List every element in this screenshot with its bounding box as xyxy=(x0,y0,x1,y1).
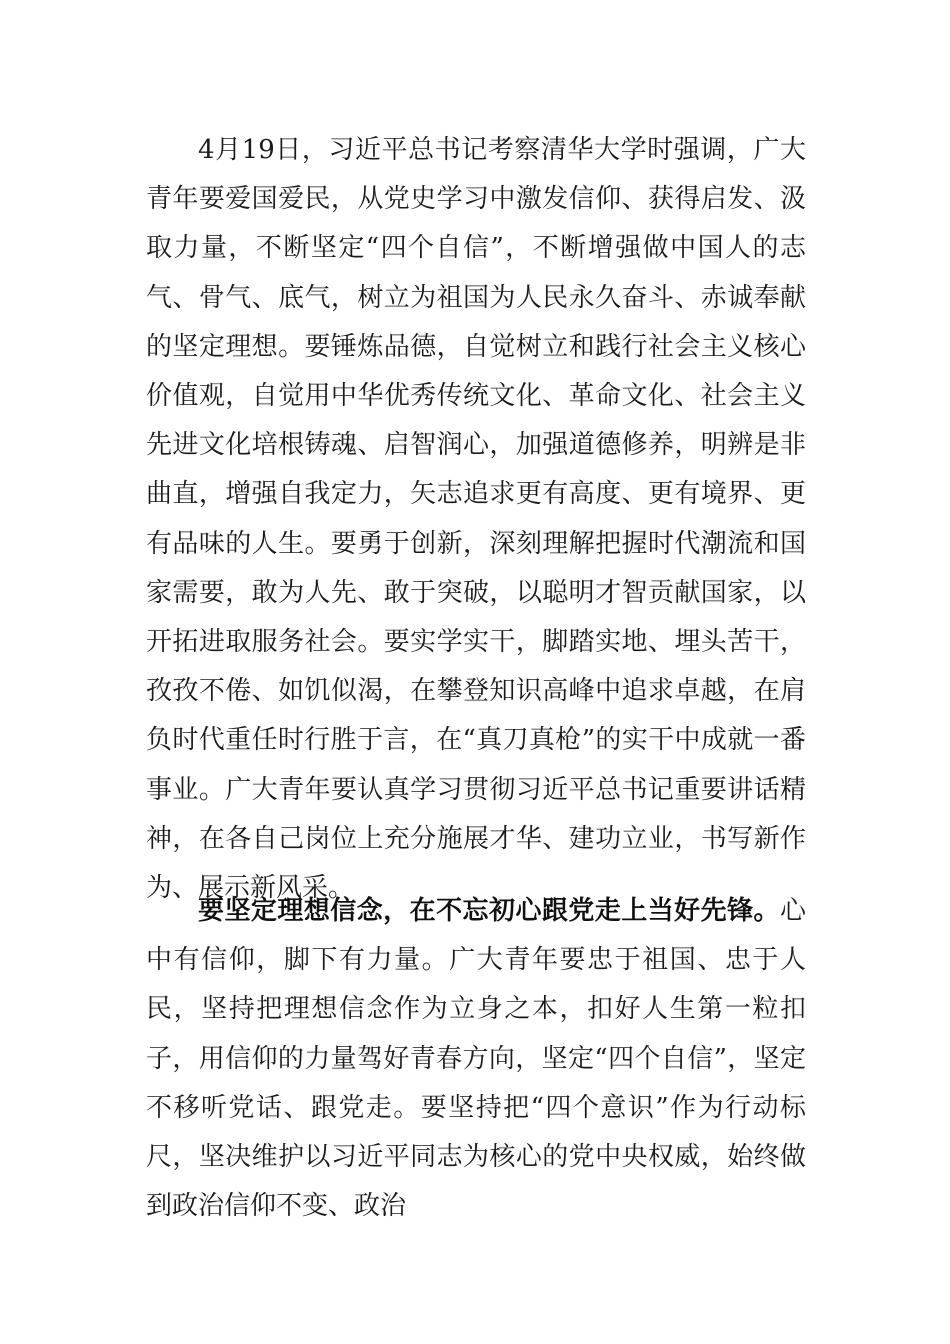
paragraph-2-text: 心中有信仰，脚下有力量。广大青年要忠于祖国、忠于人民，坚持把理想信念作为立身之本，扣好人生第一粒扣子，用信仰的力量驾好青春方向，坚定“四个自信”，坚定不移听党话、跟党走。要坚持把“四个意识”作为行动标尺，坚决维护以习近平同志为核心的党中央权威，始终做到政治信仰不变、政治 xyxy=(146,896,806,1222)
paragraph-2-lead-heading: 要坚定理想信念，在不忘初心跟党走上当好先锋。 xyxy=(198,896,780,926)
paragraph-1-text: 4月19日，习近平总书记考察清华大学时强调，广大青年要爱国爱民，从党史学习中激发信仰、获得启发、汲取力量，不断坚定“四个自信”，不断增强做中国人的志气、骨气、底气，树立为祖国为人民永久奋斗、赤诚奉献的坚定理想。要锤炼品德，自觉树立和践行社会主义核心价值观，自觉用中华优秀传统文化、革命文化、社会主义先进文化培根铸魂、启智润心，加强道德修养，明辨是非曲直，增强自我定力，矢志追求更有高度、更有境界、更有品味的人生。要勇于创新，深刻理解把握时代潮流和国家需要，敢为人先、敢于突破，以聪明才智贡献国家，以开拓进取服务社会。要实学实干，脚踏实地、埋头苦干，孜孜不倦、如饥似渴，在攀登知识高峰中追求卓越，在肩负时代重任时行胜于言，在“真刀真枪”的实干中成就一番事业。广大青年要认真学习贯彻习近平总书记重要讲话精神，在各自己岗位上充分施展才华、建功立业，书写新作为、展示新风采。 xyxy=(146,135,806,904)
paragraph-1 xyxy=(146,126,806,913)
paragraph-2 xyxy=(146,887,806,1231)
